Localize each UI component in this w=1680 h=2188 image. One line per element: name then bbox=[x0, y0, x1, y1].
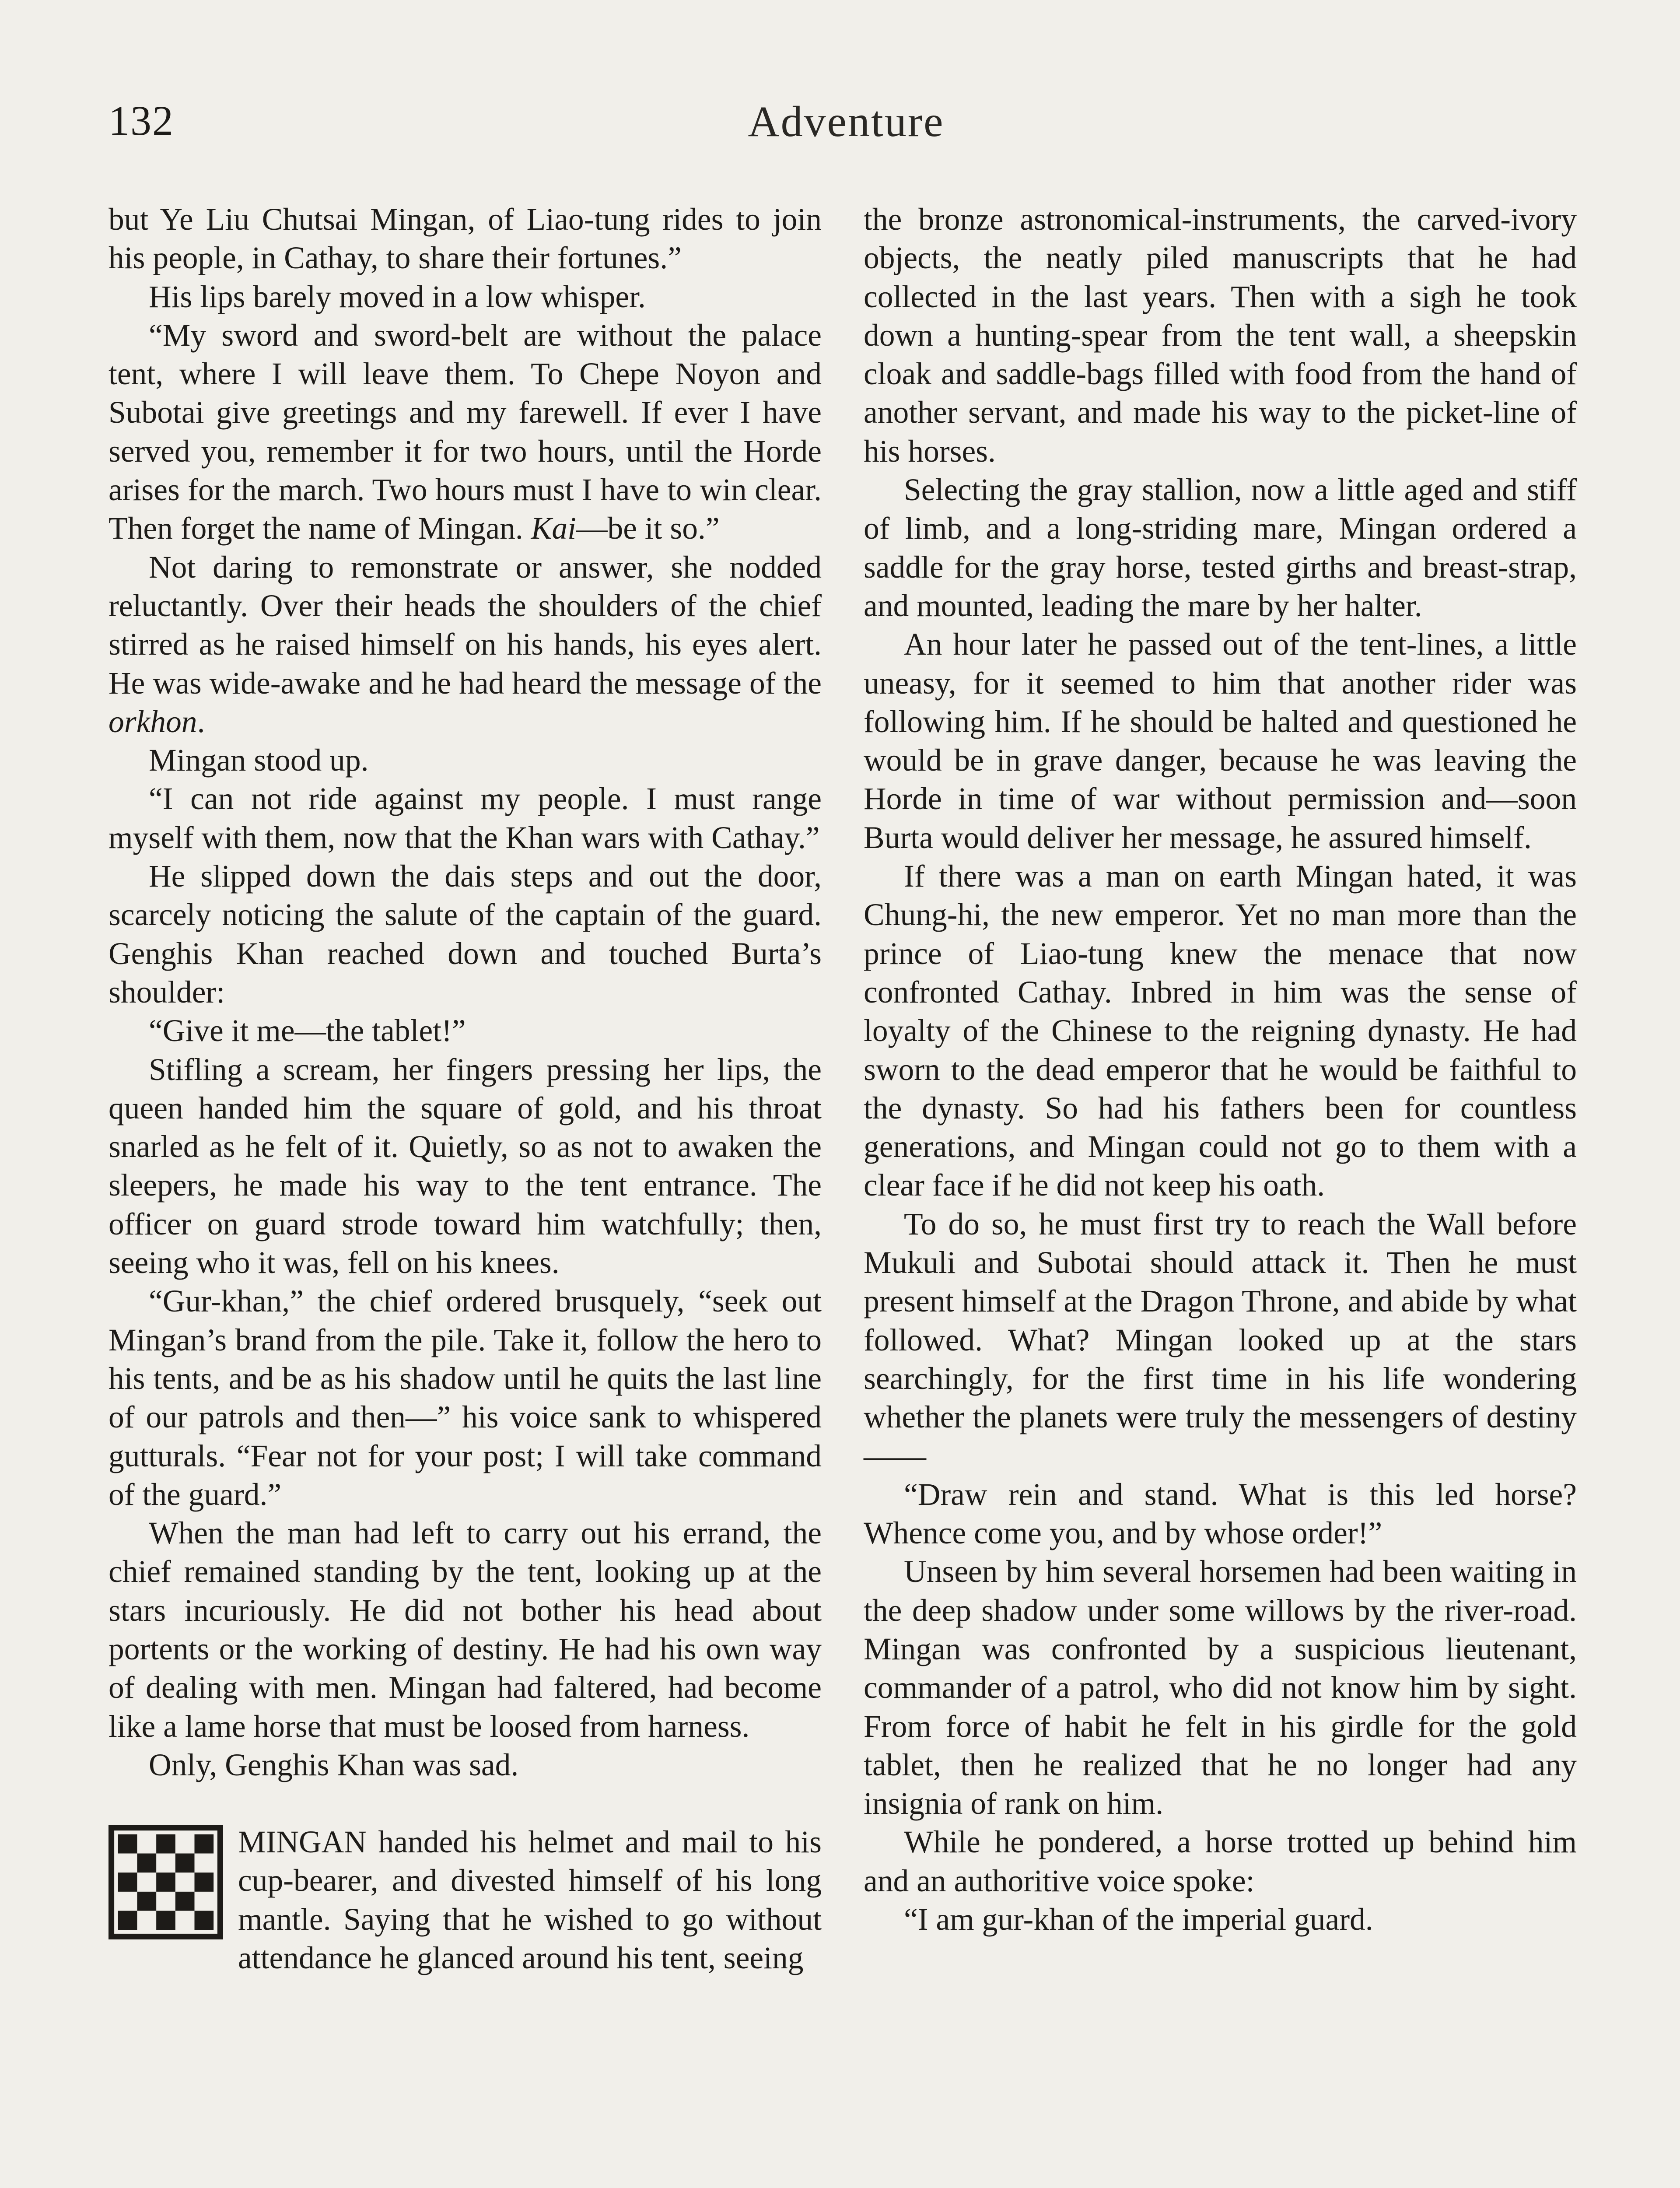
page-number: 132 bbox=[108, 97, 174, 144]
paragraph: When the man had left to carry out his errand, the chief remained standing by the tent, looking up at the stars incuriously. He did not bother his head about portents or the working of destiny. He had his own way of dealing with men. Mingan had faltered, had become like a lame horse that must be loosed from harness. bbox=[108, 1516, 822, 1744]
paragraph: He slipped down the dais steps and out the door, scarcely noticing the salute of the captain of the guard. Genghis Khan reached down and touched Burta’s shoulder: bbox=[108, 859, 822, 1010]
italic-word: Kai bbox=[531, 511, 576, 546]
paragraph: “I can not ride against my people. I must range myself with them, now that the Khan wars with Cathay.” bbox=[108, 782, 822, 855]
paragraph: His lips barely moved in a low whisper. bbox=[149, 279, 646, 314]
paragraph: To do so, he must first try to reach the Wall before Mukuli and Subotai should attack it. Then he must present himself at the Dragon Throne, and abide by what followed. What? Mingan looked up at the stars searchingly, for the first time in his life wondering whether the planets were truly the messengers of destiny—— bbox=[864, 1206, 1577, 1473]
paragraph: “Give it me—the tablet!” bbox=[149, 1013, 466, 1048]
paragraph: “I am gur-khan of the imperial guard. bbox=[904, 1902, 1373, 1937]
paragraph: “Gur-khan,” the chief ordered brusquely, “seek out Mingan’s brand from the pile. Take it, follow the hero to his tents, and be as his shadow until he quits the last line of our patrols and then—” his voice sank to whispered gutturals. “Fear not for your post; I will take command of the guard.” bbox=[108, 1284, 822, 1512]
paragraph: Only, Genghis Khan was sad. bbox=[149, 1747, 519, 1782]
section-start-paragraph bbox=[108, 1823, 822, 1978]
left-column bbox=[108, 200, 822, 1978]
paragraph: the bronze astronomical-instruments, the carved-ivory objects, the neatly piled manuscripts that he had collected in the last years. Then with a sigh he took down a hunting-spear from the tent wall, a sheepskin cloak and saddle-bags filled with food from the hand of another servant, and made his way to the picket-line of his horses. bbox=[864, 202, 1577, 469]
paragraph: Stifling a scream, her fingers pressing her lips, the queen handed him the square of gold, and his throat snarled as he felt of it. Quietly, so as not to awaken the sleepers, he made his way to the tent entrance. The officer on guard strode toward him watchfully; then, seeing who it was, fell on his knees. bbox=[108, 1052, 822, 1280]
text-run: —be it so.” bbox=[576, 511, 720, 546]
italic-word: orkhon bbox=[108, 704, 197, 739]
text-run: Not daring to remonstrate or answer, she nodded reluctantly. Over their heads the shoulders of the chief stirred as he raised himself on his hands, his eyes alert. He was wide-awake and he had heard the message of the bbox=[108, 550, 822, 701]
text-run: . bbox=[197, 704, 205, 739]
text-run: “My sword and sword-belt are without the palace tent, where I will leave them. To Chepe Noyon and Subotai give greetings and my farewell. If ever I have served you, remember it for two hours, until the Horde arises for the march. Two hours must I have to win clear. Then forget the name of Mingan. bbox=[108, 318, 822, 546]
paragraph: Mingan stood up. bbox=[149, 743, 369, 778]
page-header bbox=[108, 92, 1584, 158]
paragraph: Selecting the gray stallion, now a little aged and stiff of limb, and a long-striding mare, Mingan ordered a saddle for the gray horse, tested girths and breast-strap, and mounted, leading the mare by her halter. bbox=[864, 473, 1577, 623]
paragraph: “Draw rein and stand. What is this led horse? Whence come you, and by whose order!” bbox=[864, 1477, 1577, 1551]
running-title: Adventure bbox=[748, 97, 945, 146]
paragraph: Unseen by him several horsemen had been waiting in the deep shadow under some willows by the river-road. Mingan was confronted by a suspicious lieutenant, commander of a patrol, who did not know him by sight. From force of habit he felt in his girdle for the gold tablet, then he realized that he no longer had any insignia of rank on him. bbox=[864, 1554, 1577, 1821]
initial-ornament-icon bbox=[108, 1825, 223, 1939]
paragraph: An hour later he passed out of the tent-lines, a little uneasy, for it seemed to him that another rider was following him. If he should be halted and questioned he would be in grave danger, because he was leaving the Horde in time of war without permission and—soon Burta would deliver her message, he assured himself. bbox=[864, 627, 1577, 855]
paragraph: If there was a man on earth Mingan hated, it was Chung-hi, the new emperor. Yet no man more than the prince of Liao-tung knew the menace that now confronted Cathay. Inbred in him was the sense of loyalty of the Chinese to the reigning dynasty. He had sworn to the dead emperor that he would be faithful to the dynasty. So had his fathers been for countless generations, and Mingan could not go to them with a clear face if he did not keep his oath. bbox=[864, 859, 1577, 1203]
right-column bbox=[864, 200, 1577, 1939]
paragraph bbox=[108, 548, 822, 741]
text-run: MINGAN handed his helmet and mail to his cup-bearer, and divested himself of his long mantle. Saying that he wished to go without attendance he glanced around his tent, seeing bbox=[238, 1825, 822, 1976]
paragraph bbox=[108, 316, 822, 548]
paragraph: but Ye Liu Chutsai Mingan, of Liao-tung rides to join his people, in Cathay, to share their fortunes.” bbox=[108, 202, 822, 276]
paragraph: While he pondered, a horse trotted up behind him and an authoritive voice spoke: bbox=[864, 1825, 1577, 1898]
